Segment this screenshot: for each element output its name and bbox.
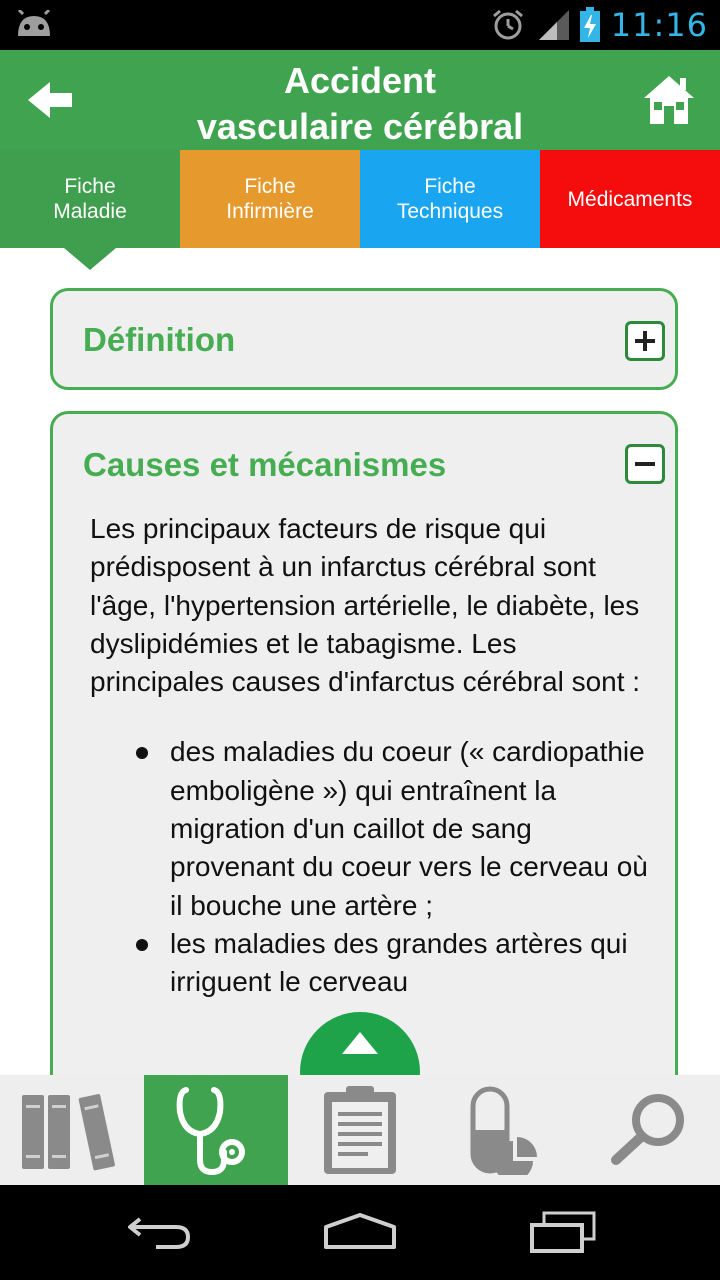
books-icon [20, 1089, 124, 1171]
android-icon [14, 10, 54, 38]
bullet-list [90, 733, 650, 1001]
tab-label-line2: Maladie [53, 200, 127, 223]
status-bar [0, 0, 720, 50]
tab-label-line1: Fiche [244, 175, 296, 198]
home-icon[interactable] [642, 74, 696, 126]
toolbar-pills[interactable] [432, 1075, 576, 1185]
tab-label-line1: Fiche [64, 175, 116, 198]
tab-label-line1: Fiche [424, 175, 476, 198]
signal-icon [539, 10, 569, 40]
status-time: 11:16 [610, 6, 708, 44]
system-nav-bar [0, 1185, 720, 1280]
content-scroll-area[interactable] [0, 248, 720, 1075]
section-causes-mecanismes[interactable] [50, 411, 678, 1075]
battery-charging-icon [579, 7, 601, 43]
page-title [120, 58, 600, 150]
toolbar-books[interactable] [0, 1075, 144, 1185]
expand-plus-icon[interactable] [625, 321, 665, 361]
pills-icon [469, 1085, 539, 1175]
section-body [90, 510, 650, 1002]
tab-label-line2: Infirmière [226, 200, 314, 223]
stethoscope-icon [176, 1082, 256, 1178]
nav-back-icon[interactable] [126, 1211, 194, 1251]
alarm-clock-icon [491, 8, 525, 42]
nav-recents-icon[interactable] [528, 1211, 598, 1253]
list-item: des maladies du coeur (« cardiopathie emboligène ») qui entraînent la migration d'un caillot de sang provenant du coeur vers le cerveau où il bouche une artère ; [90, 733, 650, 924]
toolbar-search[interactable] [576, 1075, 720, 1185]
tab-fiche-maladie[interactable] [0, 150, 180, 248]
section-paragraph: Les principaux facteurs de risque qui prédisposent à un infarctus cérébral sont l'âge, l'hypertension artérielle, le diabète, les dyslipidémies et le tabagisme. Les principales causes d'infarctus cérébral sont : [90, 513, 641, 698]
page-title-line1: Accident [283, 60, 437, 101]
toolbar-stethoscope[interactable] [144, 1075, 288, 1185]
nav-home-icon[interactable] [322, 1211, 398, 1251]
tab-label-line2: Techniques [396, 200, 504, 223]
section-title-definition: Définition [83, 321, 236, 358]
page-title-line2: vasculaire cérébral [196, 106, 524, 147]
tab-fiche-techniques[interactable] [360, 150, 540, 248]
app-header [0, 50, 720, 150]
tab-medicaments[interactable] [540, 150, 720, 248]
collapse-minus-icon[interactable] [625, 444, 665, 484]
bottom-toolbar [0, 1075, 720, 1185]
back-arrow-icon[interactable] [28, 80, 74, 120]
clipboard-icon [322, 1084, 398, 1176]
section-title-causes: Causes et mécanismes [83, 446, 447, 483]
tab-fiche-infirmiere[interactable] [180, 150, 360, 248]
section-definition[interactable] [50, 288, 678, 390]
toolbar-clipboard[interactable] [288, 1075, 432, 1185]
up-arrow-icon [342, 1032, 378, 1054]
active-tab-pointer [64, 248, 116, 270]
tab-label-line1: Médicaments [567, 187, 693, 211]
list-item: les maladies des grandes artères qui irriguent le cerveau [90, 925, 650, 1002]
search-icon [608, 1092, 688, 1168]
category-tabs [0, 150, 720, 248]
